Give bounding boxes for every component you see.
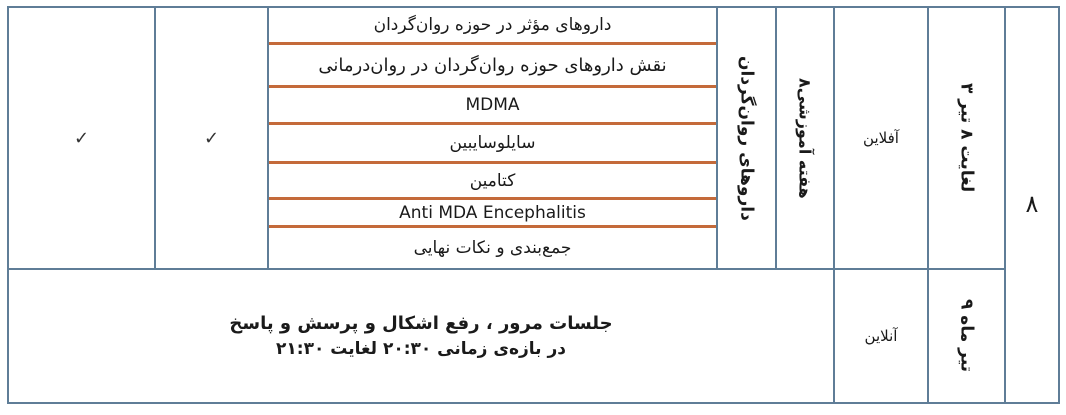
row2-mode: آنلاین: [864, 327, 898, 345]
subtopic-item: کتامین: [469, 170, 516, 191]
subtopic-item: سایلوسایبین: [449, 133, 536, 153]
subtopic-item: داروهای مؤثر در حوزه روان‌گردان: [373, 15, 612, 35]
row2-date: ۹ تیر ماه: [956, 299, 977, 373]
subtopic-item: Anti MDA Encephalitis: [399, 202, 586, 223]
row2-line2: در بازه‌ی زمانی ۲۰:۳۰ لغایت ۲۱:۳۰: [276, 339, 566, 359]
row1-topic: داروهای روان‌گردان: [736, 55, 757, 221]
schedule-table: [7, 6, 1060, 404]
subtopic-item: MDMA: [465, 95, 520, 115]
row1-mode: آفلاین: [863, 129, 899, 147]
subtopic-item: نقش داروهای حوزه روان‌گردان در روان‌درمانی: [318, 54, 667, 76]
subtopic-item: جمع‌بندی و نکات نهایی: [413, 238, 572, 258]
checkmark-icon: ✓: [203, 127, 220, 149]
row1-date: ۳ لغایت ۸ تیر: [956, 83, 977, 193]
checkmark-icon: ✓: [73, 127, 90, 149]
row2-description: [9, 270, 833, 402]
table-border-bottom: [7, 402, 1060, 404]
table-border-right: [1058, 6, 1060, 404]
row2-line1: جلسات مرور ، رفع اشکال و پرسش و پاسخ: [229, 313, 613, 334]
session-number: ۸: [1025, 190, 1039, 218]
row1-week: هفته آموزشی۸: [795, 77, 815, 199]
